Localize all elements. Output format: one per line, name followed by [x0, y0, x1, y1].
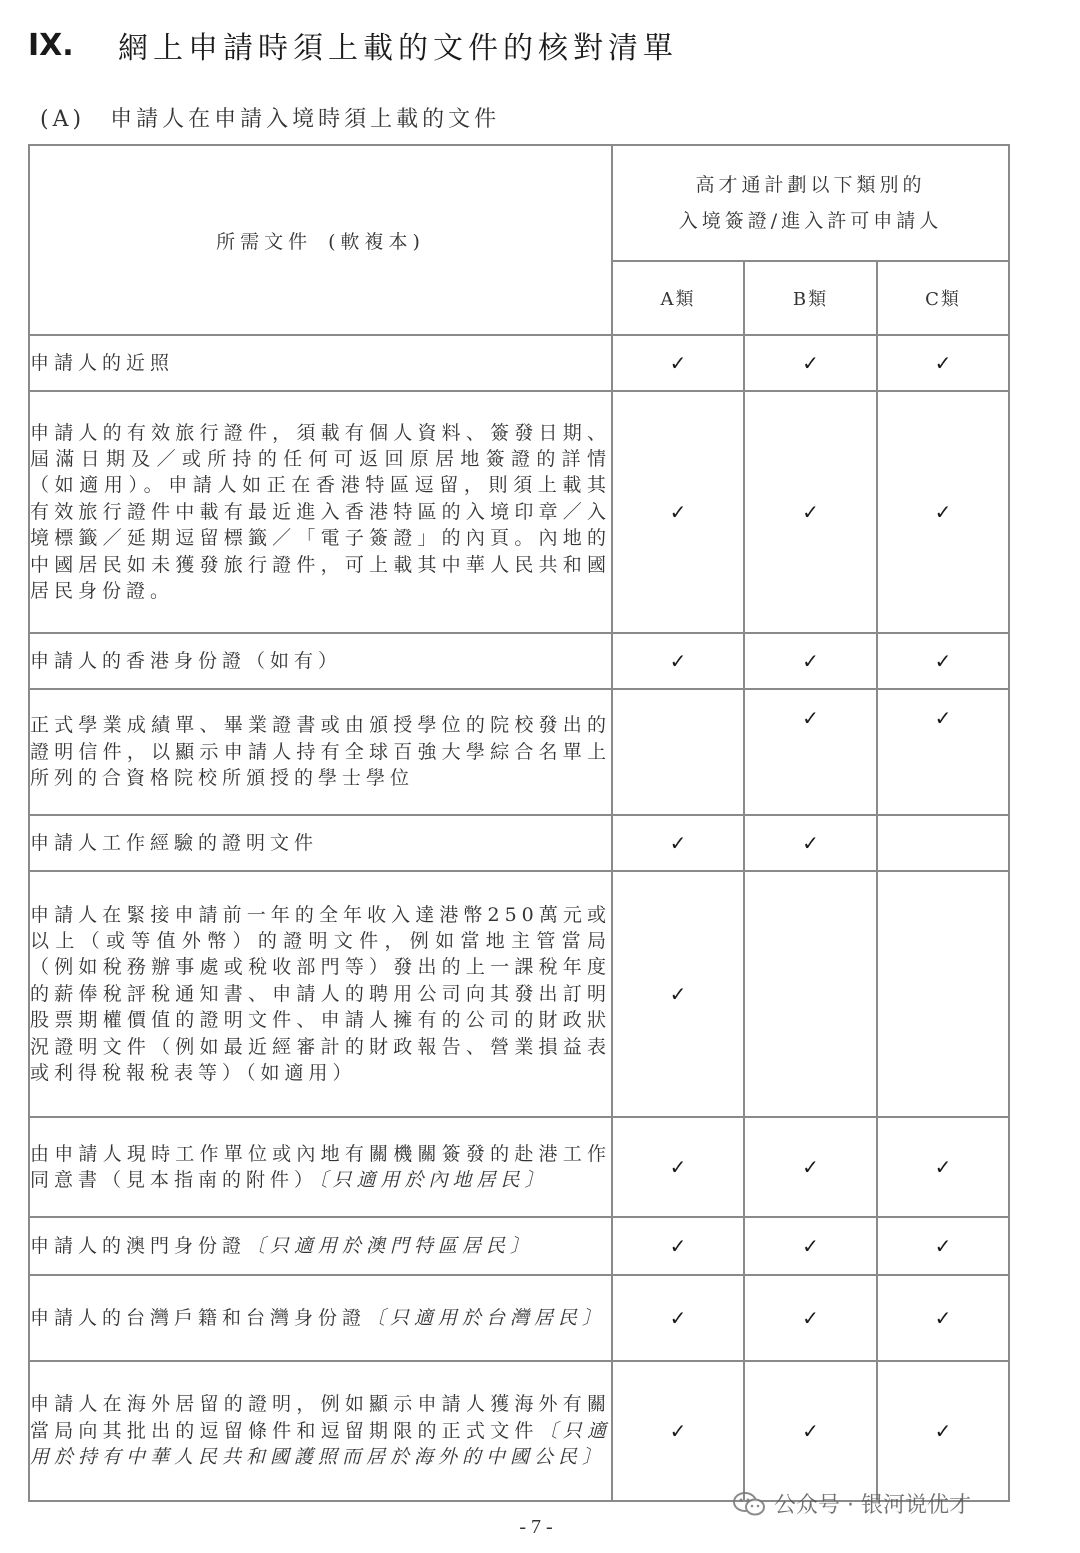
check-cell-b	[744, 689, 877, 815]
table-row	[29, 689, 1009, 815]
document-description	[29, 871, 612, 1117]
document-applicability-note: 〔只適用於澳門特區居民〕	[246, 1234, 535, 1257]
check-cell-c	[877, 391, 1009, 633]
check-cell-c	[877, 871, 1009, 1117]
check-cell-b	[744, 1117, 877, 1217]
check-mark-icon: ✓	[669, 649, 687, 673]
document-applicability-note: 〔只適用於台灣居民〕	[366, 1306, 607, 1329]
check-cell-a	[612, 1275, 744, 1361]
check-cell-c	[877, 689, 1009, 815]
check-mark-icon: ✓	[802, 1419, 819, 1443]
page-number: - 7 -	[519, 1516, 553, 1538]
table-row	[29, 1217, 1009, 1275]
table-row	[29, 1117, 1009, 1217]
check-mark-icon: ✓	[934, 649, 952, 673]
document-text: 正式學業成績單、畢業證書或由頒授學位的院校發出的證明信件，以顯示申請人持有全球百強大學綜合名單上所列的合資格院校所頒授的學士學位	[30, 714, 611, 790]
check-mark-icon: ✓	[802, 649, 819, 673]
document-description	[29, 1361, 612, 1501]
check-mark-icon: ✓	[669, 982, 687, 1006]
header-required-documents	[29, 145, 612, 335]
header-category-a: A類	[612, 261, 744, 335]
check-mark-icon: ✓	[669, 1155, 687, 1179]
document-description	[29, 1275, 612, 1361]
check-cell-b	[744, 1275, 877, 1361]
check-cell-a	[612, 871, 744, 1117]
document-applicability-note: 〔只適用於持有中華人民共和國護照而居於海外的中國公民〕	[30, 1419, 611, 1469]
table-row	[29, 335, 1009, 391]
document-description	[29, 689, 612, 815]
wechat-logo-icon	[732, 1490, 766, 1518]
check-cell-c	[877, 335, 1009, 391]
check-cell-b	[744, 335, 877, 391]
table-row	[29, 1361, 1009, 1501]
check-mark-icon: ✓	[669, 351, 687, 375]
document-text: 申請人的澳門身份證	[30, 1234, 247, 1257]
table-row	[29, 871, 1009, 1117]
check-mark-icon: ✓	[802, 1306, 819, 1330]
check-mark-icon: ✓	[934, 1306, 952, 1330]
check-cell-a	[612, 689, 744, 815]
document-text: 由申請人現時工作單位或內地有關機關簽發的赴港工作同意書（見本指南的附件）	[30, 1142, 611, 1191]
document-description	[29, 1217, 612, 1275]
document-description	[29, 1117, 612, 1217]
document-description	[29, 335, 612, 391]
check-cell-a	[612, 1217, 744, 1275]
check-cell-b	[744, 815, 877, 871]
check-cell-a	[612, 1361, 744, 1501]
check-mark-icon: ✓	[669, 831, 687, 855]
check-cell-b	[744, 391, 877, 633]
header-applicant-group	[612, 145, 1009, 261]
check-mark-icon: ✓	[934, 351, 952, 375]
document-description	[29, 391, 612, 633]
document-text: 申請人的香港身份證（如有）	[30, 649, 343, 672]
check-mark-icon: ✓	[934, 706, 952, 730]
header-doc-label: 所需文件	[216, 230, 313, 253]
document-description	[29, 815, 612, 871]
table-row	[29, 815, 1009, 871]
check-cell-c	[877, 1275, 1009, 1361]
section-title: 網上申請時須上載的文件的核對清單	[118, 31, 678, 66]
table-row	[29, 1275, 1009, 1361]
watermark-text: 公众号 · 银河说优才	[774, 1493, 971, 1518]
check-cell-c	[877, 633, 1009, 689]
check-mark-icon: ✓	[934, 1234, 952, 1258]
header-doc-note: (軟複本)	[328, 230, 425, 253]
document-text: 申請人的有效旅行證件，須載有個人資料、簽發日期、屆滿日期及／或所持的任何可返回原居地簽證的詳情（如適用）。申請人如正在香港特區逗留，則須上載其有效旅行證件中載有最近進入香港特區的入境印章／入境標籤／延期逗留標籤／「電子簽證」的內頁。內地的中國居民如未獲發旅行證件，可上載其中華人民共和國居民身份證。	[30, 421, 611, 603]
header-category-c: C類	[877, 261, 1009, 335]
document-text: 申請人的台灣戶籍和台灣身份證	[30, 1306, 367, 1329]
table-row	[29, 391, 1009, 633]
check-mark-icon: ✓	[802, 500, 819, 524]
document-text: 申請人在海外居留的證明，例如顯示申請人獲海外有關當局向其批出的逗留條件和逗留期限的正式文件	[30, 1393, 611, 1442]
check-mark-icon: ✓	[669, 1419, 687, 1443]
check-cell-a	[612, 335, 744, 391]
section-number: IX.	[28, 27, 74, 63]
check-mark-icon: ✓	[934, 1155, 952, 1179]
header-group-line2: 入境簽證/進入許可申請人	[678, 210, 943, 232]
check-cell-c	[877, 1361, 1009, 1501]
check-cell-b	[744, 1217, 877, 1275]
check-mark-icon: ✓	[934, 500, 952, 524]
document-text: 申請人的近照	[30, 351, 175, 374]
check-mark-icon: ✓	[802, 1234, 819, 1258]
subsection-heading	[40, 102, 500, 133]
check-mark-icon: ✓	[802, 706, 819, 730]
check-cell-b	[744, 1361, 877, 1501]
document-text: 申請人在緊接申請前一年的全年收入達港幣250萬元或以上（或等值外幣）的證明文件，例如當地主管當局（例如稅務辦事處或稅收部門等）發出的上一課稅年度的薪俸稅評稅通知書、申請人的聘用公司向其發出訂明股票期權價值的證明文件、申請人擁有的公司的財政狀況證明文件（例如最近經審計的財政報告、營業損益表或利得稅報稅表等）（如適用）	[30, 903, 611, 1085]
check-mark-icon: ✓	[669, 1306, 687, 1330]
check-cell-a	[612, 1117, 744, 1217]
header-group-line1: 高才通計劃以下類別的	[695, 174, 926, 196]
check-cell-c	[877, 1217, 1009, 1275]
check-mark-icon: ✓	[802, 1155, 819, 1179]
check-mark-icon: ✓	[669, 500, 687, 524]
check-mark-icon: ✓	[802, 831, 819, 855]
watermark	[732, 1488, 971, 1519]
check-cell-a	[612, 391, 744, 633]
check-cell-c	[877, 1117, 1009, 1217]
check-mark-icon: ✓	[802, 351, 819, 375]
header-category-b: B類	[744, 261, 877, 335]
check-mark-icon: ✓	[934, 1419, 952, 1443]
check-cell-a	[612, 633, 744, 689]
table-row	[29, 633, 1009, 689]
document-checklist-table	[28, 144, 1010, 1502]
document-applicability-note: 〔只適用於內地居民〕	[318, 1169, 549, 1191]
subsection-title: 申請人在申請入境時須上載的文件	[110, 107, 501, 132]
check-cell-a	[612, 815, 744, 871]
subsection-label: (A)	[40, 107, 86, 132]
section-heading	[28, 22, 678, 68]
check-cell-b	[744, 871, 877, 1117]
check-cell-b	[744, 633, 877, 689]
check-mark-icon: ✓	[669, 1234, 687, 1258]
document-description	[29, 633, 612, 689]
document-text: 申請人工作經驗的證明文件	[30, 831, 319, 854]
check-cell-c	[877, 815, 1009, 871]
